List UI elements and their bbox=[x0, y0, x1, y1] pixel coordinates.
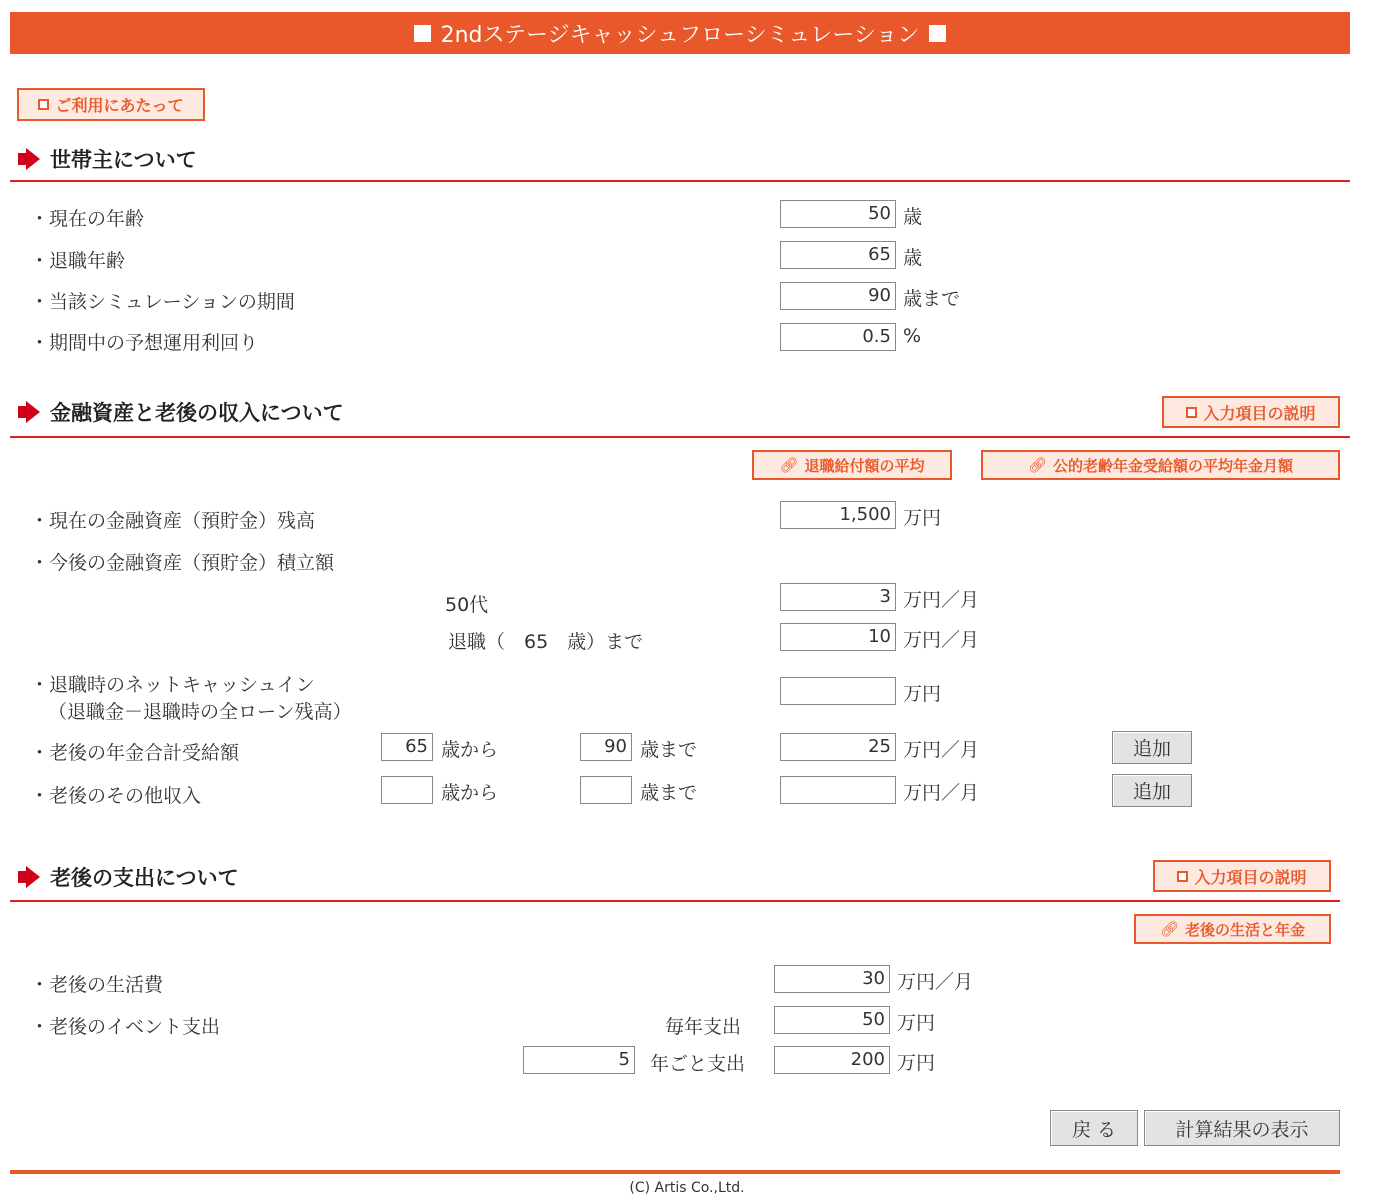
saving-label: ・今後の金融資産（預貯金）積立額 bbox=[30, 552, 335, 574]
current-age-label: ・現在の年齢 bbox=[30, 208, 145, 230]
arrow-icon bbox=[26, 866, 40, 888]
avg-pension-label: 公的老齢年金受給額の平均年金月額 bbox=[1053, 456, 1294, 475]
section-title: 金融資産と老後の収入について bbox=[50, 401, 344, 425]
fifties-saving-input[interactable]: 3 bbox=[780, 583, 896, 611]
to-age-unit: 歳まで bbox=[640, 782, 698, 804]
from-age-unit: 歳から bbox=[441, 739, 499, 761]
link-icon: 🔗︎ bbox=[1159, 920, 1180, 938]
retire-age-input[interactable]: 65 bbox=[780, 241, 896, 269]
link-icon: 🔗︎ bbox=[1027, 456, 1048, 474]
man-yen-unit: 万円 bbox=[897, 1012, 936, 1034]
divider bbox=[10, 436, 1350, 438]
until-retire-label: 退職（ 65 歳）まで bbox=[448, 631, 644, 653]
section-assets-heading bbox=[18, 397, 344, 427]
pension-to-input[interactable]: 90 bbox=[580, 733, 632, 761]
copyright: (C) Artis Co.,Ltd. bbox=[629, 1180, 745, 1196]
window-icon bbox=[1177, 871, 1188, 882]
annual-expense-label: 毎年支出 bbox=[665, 1016, 742, 1038]
explain-label: 入力項目の説明 bbox=[1194, 867, 1307, 887]
avg-retirement-pay-button[interactable] bbox=[752, 450, 952, 480]
from-age-unit: 歳から bbox=[441, 782, 499, 804]
annual-expense-input[interactable]: 50 bbox=[774, 1006, 890, 1034]
pension-add-button[interactable]: 追加 bbox=[1112, 731, 1192, 764]
arrow-icon bbox=[26, 401, 40, 423]
pension-from-input[interactable]: 65 bbox=[381, 733, 433, 761]
back-button[interactable]: 戻 る bbox=[1050, 1110, 1138, 1146]
show-results-button[interactable]: 計算結果の表示 bbox=[1144, 1110, 1340, 1146]
usage-notes-button[interactable] bbox=[17, 88, 205, 121]
section-householder-heading bbox=[18, 144, 197, 174]
yield-label: ・期間中の予想運用利回り bbox=[30, 332, 259, 354]
section-title: 世帯主について bbox=[50, 148, 197, 172]
life-and-pension-button[interactable] bbox=[1134, 914, 1331, 944]
window-icon bbox=[38, 99, 49, 110]
window-icon bbox=[1186, 407, 1197, 418]
man-yen-unit: 万円 bbox=[903, 683, 942, 705]
other-income-label: ・老後のその他収入 bbox=[30, 785, 202, 807]
retire-age-label: ・退職年齢 bbox=[30, 250, 126, 272]
current-age-input[interactable]: 50 bbox=[780, 200, 896, 228]
other-to-input[interactable] bbox=[580, 776, 632, 804]
interval-expense-input[interactable]: 200 bbox=[774, 1046, 890, 1074]
divider bbox=[10, 180, 1350, 182]
avg-pension-button[interactable] bbox=[981, 450, 1340, 480]
other-add-button[interactable]: 追加 bbox=[1112, 774, 1192, 807]
explain-label: 入力項目の説明 bbox=[1203, 403, 1316, 423]
pension-amount-input[interactable]: 25 bbox=[780, 733, 896, 761]
section-expenses-heading bbox=[18, 862, 239, 892]
monthly-unit: 万円／月 bbox=[903, 629, 980, 651]
monthly-unit: 万円／月 bbox=[903, 589, 980, 611]
divider bbox=[10, 900, 1340, 902]
living-cost-input[interactable]: 30 bbox=[774, 965, 890, 993]
avg-retirement-pay-label: 退職給付額の平均 bbox=[804, 456, 925, 475]
percent-unit: % bbox=[903, 325, 922, 347]
other-amount-input[interactable] bbox=[780, 776, 896, 804]
monthly-unit: 万円／月 bbox=[903, 782, 980, 804]
arrow-icon bbox=[26, 148, 40, 170]
life-and-pension-label: 老後の生活と年金 bbox=[1185, 920, 1306, 939]
footer-divider bbox=[10, 1170, 1340, 1174]
net-cash-label: ・退職時のネットキャッシュイン bbox=[30, 674, 315, 696]
balance-label: ・現在の金融資産（預貯金）残高 bbox=[30, 510, 316, 532]
yield-input[interactable]: 0.5 bbox=[780, 323, 896, 351]
assets-explain-button[interactable] bbox=[1162, 396, 1340, 428]
living-cost-label: ・老後の生活費 bbox=[30, 974, 164, 996]
age-unit: 歳 bbox=[903, 206, 923, 228]
expenses-explain-button[interactable] bbox=[1153, 860, 1331, 892]
until-retire-saving-input[interactable]: 10 bbox=[780, 623, 896, 651]
fifties-label: 50代 bbox=[445, 594, 489, 616]
title-bar bbox=[10, 12, 1350, 54]
usage-notes-label: ご利用にあたって bbox=[55, 96, 184, 115]
pension-label: ・老後の年金合計受給額 bbox=[30, 742, 240, 764]
period-unit: 歳まで bbox=[903, 288, 961, 310]
interval-expense-label: 年ごと支出 bbox=[650, 1053, 746, 1075]
monthly-unit: 万円／月 bbox=[897, 971, 974, 993]
man-yen-unit: 万円 bbox=[897, 1052, 936, 1074]
other-from-input[interactable] bbox=[381, 776, 433, 804]
to-age-unit: 歳まで bbox=[640, 739, 698, 761]
event-expense-label: ・老後のイベント支出 bbox=[30, 1016, 221, 1038]
monthly-unit: 万円／月 bbox=[903, 739, 980, 761]
square-icon bbox=[929, 25, 946, 42]
net-cash-sublabel: （退職金－退職時の全ローン残高） bbox=[48, 701, 352, 723]
balance-input[interactable]: 1,500 bbox=[780, 501, 896, 529]
interval-years-input[interactable]: 5 bbox=[523, 1046, 635, 1074]
age-unit: 歳 bbox=[903, 247, 923, 269]
period-input[interactable]: 90 bbox=[780, 282, 896, 310]
link-icon: 🔗︎ bbox=[779, 456, 799, 474]
net-cash-input[interactable] bbox=[780, 677, 896, 705]
page-title: 2ndステージキャッシュフローシミュレーション bbox=[440, 22, 920, 48]
period-label: ・当該シミュレーションの期間 bbox=[30, 291, 295, 313]
square-icon bbox=[414, 25, 431, 42]
section-title: 老後の支出について bbox=[50, 866, 239, 890]
balance-unit: 万円 bbox=[903, 507, 942, 529]
